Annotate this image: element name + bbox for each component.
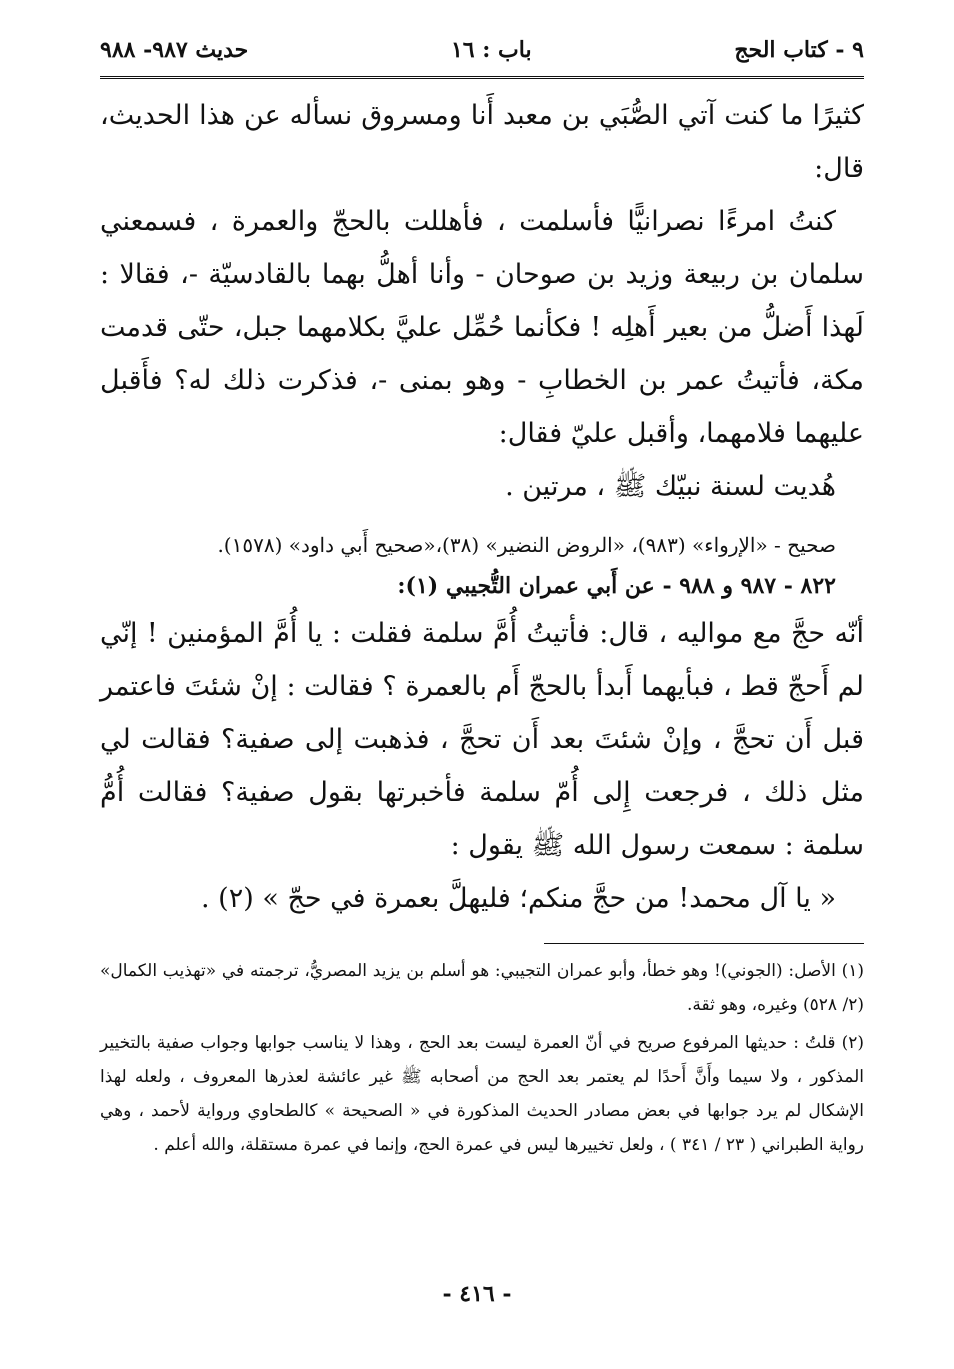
paragraph-intro: كثيرًا ما كنت آتي الصُّبَي بن معبد أَنا ومسروق نسأله عن هذا الحديث، قال: <box>100 100 864 184</box>
book-page <box>100 28 864 1166</box>
hadith-number-line: ٨٢٢ - ٩٨٧ و ٩٨٨ - عن أَبي عمران التُّجيبي (١): <box>397 573 836 599</box>
footnote-2: (٢) قلتُ : حديثها المرفوع صريح في أنّ العمرة ليست بعد الحج ، وهذا لا يناسب جوابها وجواب صفية بالتخيير المذكور ، ولا سيما وأَنَّ أَحدًا لم يعتمر بعد الحج من أصحابه ﷺ غير عائشة لعذرها المعروف ، ولعله لهذا الإشكال لم يرد جوابها في بعض مصادر الحديث المذكورة في « الصحيحة » كالطحاوي ورواية لأحمد ، وهي رواية الطبراني ( ٢٣ / ٣٤١ ) ، ولعل تخييرها ليس في عمرة الحج، وإنما في عمرة مستقلة، والله أعلم . <box>100 1033 864 1155</box>
page-number: - ٤١٦ - <box>442 1281 512 1307</box>
footnote-1: (١) الأصل: (الجوني)! وهو خطأ، وأبو عمران التجيبي: هو أسلم بن يزيد المصريُّ، ترجمته في «تهذيب الكمال» (٢/ ٥٢٨) وغيره، وهو ثقة. <box>100 961 864 1015</box>
paragraph-narration: كنتُ امرءًا نصرانيًّا فأسلمت ، فأهللت بالحجّ والعمرة ، فسمعني سلمان بن ربيعة وزيد بن صوحان - وأنا أهلُّ بهما بالقادسيّة -، فقالا : لَهذا أَضلُّ من بعير أَهلِه ! فكأنما حُمِّل عليَّ بكلامهما جبل، حتّى قدمت مكة، فأتيتُ عمر بن الخطابِ - وهو بمنى -، فذكرت ذلك له؟ فأَقبل عليهما فلامهما، وأقبل عليّ فقال: <box>100 206 864 449</box>
header-hadith-range: حديث ٩٨٧- ٩٨٨ <box>100 37 249 63</box>
paragraph-saying: هُديت لسنة نبيّك ﷺ ، مرتين . <box>505 471 836 502</box>
footnote-separator <box>544 943 864 944</box>
hadith-text <box>100 89 864 513</box>
hadith-text-2 <box>100 607 864 925</box>
running-header <box>100 28 864 79</box>
header-chapter: باب : ١٦ <box>450 37 532 63</box>
paragraph-umm-salama: أنّه حجَّ مع مواليه ، قال: فأتيتُ أُمَّ سلمة فقلت : يا أُمَّ المؤمنين ! إنّي لم أَحجّ قط ، فبأيهما أَبدأ بالحجّ أَم بالعمرة ؟ فقالت : إنْ شئتَ فاعتمر قبل أَن تحجَّ ، وإنْ شئتَ بعد أَن تحجَّ ، فذهبت إلى صفية؟ فقالت لي مثل ذلك ، فرجعت إِلى أُمّ سلمة فأخبرتها بقول صفية؟ فقالت أُمُّ سلمة : سمعت رسول الله ﷺ يقول : <box>100 618 864 861</box>
footnotes <box>100 954 864 1162</box>
paragraph-prophet-saying: « يا آل محمد! من حجَّ منكم؛ فليهلَّ بعمرة في حجّ » (٢) . <box>201 883 836 914</box>
grading-source: صحيح - «الإرواء» (٩٨٣)، «الروض النضير» (٣٨)،«صحيح أَبي داود» (١٥٧٨). <box>217 533 836 557</box>
header-book-title: ٩ - كتاب الحج <box>734 37 864 63</box>
